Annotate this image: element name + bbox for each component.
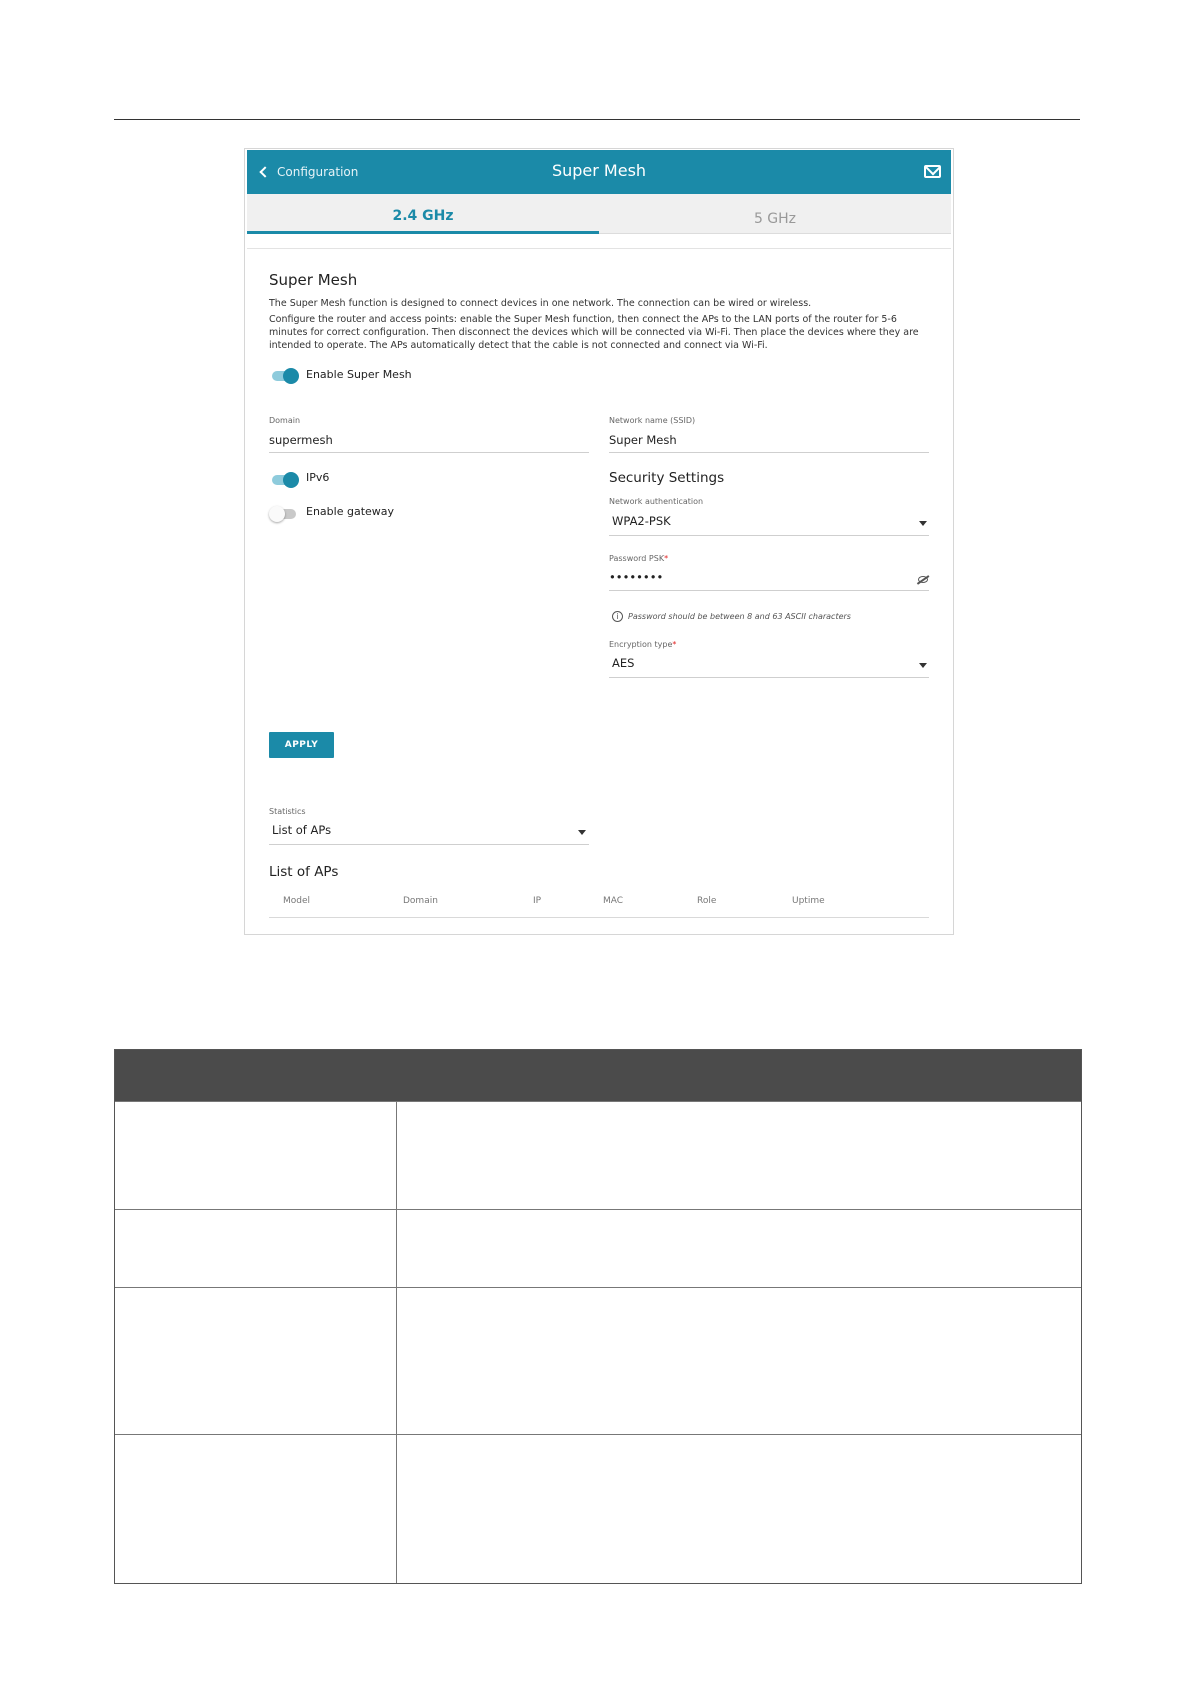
- super-mesh-screenshot: [244, 148, 954, 935]
- table-cell-description: [397, 1102, 1081, 1209]
- network-auth-select[interactable]: WPA2-PSK: [612, 514, 671, 528]
- list-of-aps-heading: List of APs: [269, 864, 339, 880]
- info-icon: i: [612, 611, 623, 622]
- ipv6-label: IPv6: [306, 471, 330, 484]
- table-row: [115, 1209, 1081, 1287]
- password-hint: Password should be between 8 and 63 ASCII characters: [628, 612, 851, 621]
- back-label: Configuration: [277, 165, 359, 179]
- tab-2-4-ghz[interactable]: 2.4 GHz: [247, 194, 599, 234]
- description-line-1: The Super Mesh function is designed to connect devices in one network. The connection can be wired or wireless.: [269, 298, 812, 309]
- app-header: [247, 150, 951, 194]
- tab-5-ghz[interactable]: 5 GHz: [753, 211, 797, 227]
- table-row: [115, 1287, 1081, 1434]
- enable-gateway-toggle[interactable]: [272, 509, 296, 519]
- toggle-knob: [269, 506, 285, 522]
- password-psk-input[interactable]: ••••••••: [609, 570, 664, 584]
- aps-table-divider: [269, 917, 929, 918]
- password-psk-label: [609, 554, 668, 563]
- table-cell-parameter: [115, 1288, 397, 1434]
- required-mark: *: [672, 640, 677, 649]
- description-paragraph-2: Configure the router and access points: enable the Super Mesh function, then connect the APs to the LAN ports of the router for 5-6 minutes for correct configuration. Then disconnect the devices which will be connected via Wi-Fi. Then place the devices where they are intended to operate. The APs automatically detect that the cable is not connected and connect via Wi-Fi.: [269, 314, 919, 351]
- parameter-table-header: [115, 1050, 1081, 1101]
- page-top-rule: [114, 119, 1080, 120]
- section-title: Super Mesh: [269, 271, 358, 289]
- domain-label: Domain: [269, 416, 301, 425]
- statistics-select[interactable]: List of APs: [272, 823, 332, 837]
- security-settings-heading: Security Settings: [609, 470, 725, 486]
- domain-input[interactable]: supermesh: [269, 433, 333, 447]
- column-header-mac: MAC: [603, 896, 624, 906]
- column-header-ip: IP: [533, 896, 542, 906]
- encryption-type-select[interactable]: AES: [612, 656, 635, 670]
- table-cell-description: [397, 1435, 1081, 1583]
- toggle-knob: [283, 368, 299, 384]
- table-cell-description: [397, 1288, 1081, 1434]
- ipv6-toggle[interactable]: [272, 475, 296, 485]
- ssid-input[interactable]: Super Mesh: [609, 433, 677, 447]
- domain-underline: [269, 452, 589, 453]
- required-mark: *: [664, 554, 669, 563]
- encryption-type-label-text: Encryption type: [609, 640, 673, 649]
- column-header-uptime: Uptime: [792, 896, 825, 906]
- table-cell-parameter: [115, 1210, 397, 1287]
- table-cell-parameter: [115, 1435, 397, 1583]
- encryption-type-underline: [609, 677, 929, 678]
- network-auth-underline: [609, 535, 929, 536]
- enable-super-mesh-toggle[interactable]: [272, 371, 296, 381]
- ssid-underline: [609, 452, 929, 453]
- toggle-knob: [283, 472, 299, 488]
- column-header-domain: Domain: [403, 896, 438, 906]
- table-cell-parameter: [115, 1102, 397, 1209]
- apply-button[interactable]: APPLY: [269, 732, 334, 758]
- chevron-down-icon[interactable]: [578, 830, 586, 835]
- table-cell-description: [397, 1210, 1081, 1287]
- band-tabs: [247, 194, 951, 234]
- chevron-down-icon[interactable]: [919, 663, 927, 668]
- parameter-table: [114, 1049, 1082, 1584]
- statistics-underline: [269, 844, 589, 845]
- network-auth-label: Network authentication: [609, 497, 704, 506]
- page-title: Super Mesh: [551, 161, 647, 180]
- table-row: [115, 1101, 1081, 1209]
- password-psk-label-text: Password PSK: [609, 554, 665, 563]
- column-header-role: Role: [697, 896, 717, 906]
- table-row: [115, 1434, 1081, 1583]
- chevron-down-icon[interactable]: [919, 521, 927, 526]
- column-header-model: Model: [283, 896, 311, 906]
- mail-icon[interactable]: [924, 165, 941, 178]
- eye-off-icon[interactable]: [918, 576, 928, 583]
- enable-gateway-label: Enable gateway: [306, 505, 395, 518]
- password-psk-underline: [609, 590, 929, 591]
- statistics-label: Statistics: [269, 807, 306, 816]
- enable-super-mesh-label: Enable Super Mesh: [306, 368, 412, 381]
- content-divider: [247, 248, 951, 249]
- encryption-type-label: [609, 640, 676, 649]
- ssid-label: Network name (SSID): [609, 416, 696, 425]
